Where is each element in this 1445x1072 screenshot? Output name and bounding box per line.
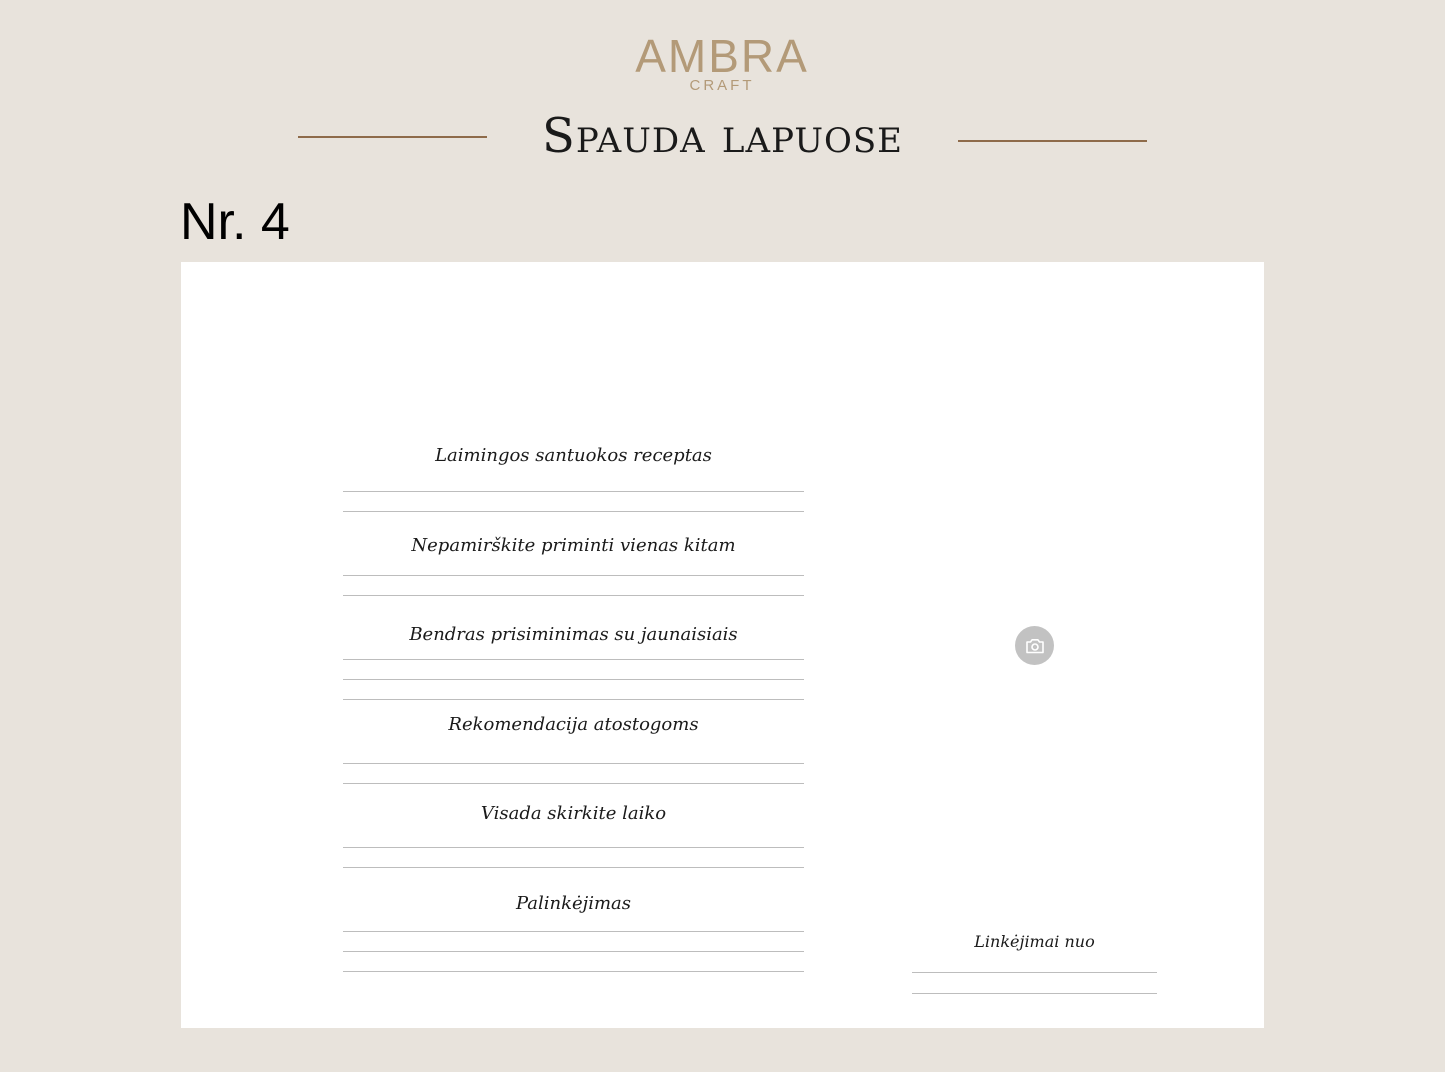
write-line (343, 763, 804, 764)
write-line (343, 699, 804, 700)
write-line (343, 511, 804, 512)
wish-line (912, 993, 1157, 994)
write-line (343, 867, 804, 868)
write-line (343, 783, 804, 784)
wishes-from-label: Linkėjimai nuo (974, 932, 1095, 951)
section-label-vacation: Rekomendacija atostogoms (448, 714, 699, 735)
section-label-wish: Palinkėjimas (515, 893, 632, 914)
section-label-recipe: Laimingos santuokos receptas (435, 445, 712, 466)
page-title: Spauda lapuose (542, 108, 903, 164)
brand-name: AMBRA (635, 30, 809, 82)
write-line (343, 595, 804, 596)
design-number: Nr. 4 (180, 193, 290, 251)
section-label-time: Visada skirkite laiko (480, 803, 667, 824)
brand-logo (622, 30, 822, 94)
write-line (343, 575, 804, 576)
section-label-memory: Bendras prisiminimas su jaunaisiais (409, 624, 738, 645)
brand-sub: CRAFT (689, 77, 755, 94)
section-label-remind: Nepamirškite priminti vienas kitam (411, 535, 736, 556)
write-line (343, 951, 804, 952)
write-line (343, 659, 804, 660)
title-rule-right (958, 140, 1147, 142)
title-rule-left (298, 136, 487, 138)
write-line (343, 971, 804, 972)
write-line (343, 847, 804, 848)
write-line (343, 931, 804, 932)
write-line (343, 491, 804, 492)
wish-line (912, 972, 1157, 973)
camera-icon[interactable] (1015, 626, 1054, 665)
write-line (343, 679, 804, 680)
